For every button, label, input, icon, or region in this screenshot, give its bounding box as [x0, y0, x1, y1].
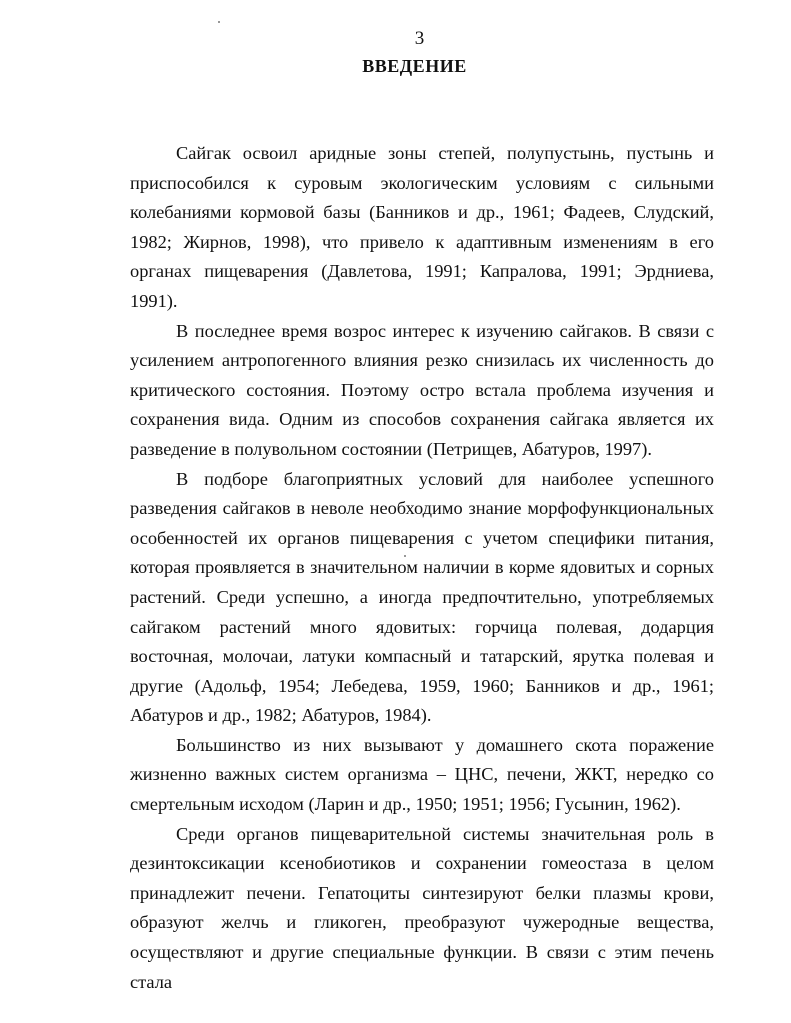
paragraph: В подборе благоприятных условий для наиболее успешного разведения сайгаков в неволе необходимо знание морфофункциональных особенностей их органов пищеварения с учетом специфики питания, которая проявляется в значительном наличии в корме ядовитых и сорных растений. Среди успешно, а иногда предпочтительно, употребляемых сайгаком растений много ядовитых: горчица полевая, додарция восточная, молочаи, латуки компасный и татарский, ярутка полевая и другие (Адольф, 1954; Лебедева, 1959, 1960; Банников и др., 1961; Абатуров и др., 1982; Абатуров, 1984).	[130, 468, 714, 726]
page-number: 3	[414, 28, 425, 49]
paragraph: Среди органов пищеварительной системы значительная роль в дезинтоксикации ксенобиотиков и сохранении гомеостаза в целом принадлежит печени. Гепатоциты синтезируют белки плазмы крови, образуют желчь и гликоген, преобразуют чужеродные вещества, осуществляют и другие специальные функции. В связи с этим печень стала	[130, 823, 714, 992]
paragraph: Большинство из них вызывают у домашнего скота поражение жизненно важных систем организма – ЦНС, печени, ЖКТ, нередко со смертельным исходом (Ларин и др., 1950; 1951; 1956; Гусынин, 1962).	[130, 734, 714, 815]
scan-speck	[218, 21, 220, 23]
document-body	[130, 139, 714, 997]
page-title: ВВЕДЕНИЕ	[362, 56, 467, 76]
paragraph: В последнее время возрос интерес к изучению сайгаков. В связи с усилением антропогенного влияния резко снизилась их численность до критического состояния. Поэтому остро встала проблема изучения и сохранения вида. Одним из способов сохранения сайгака является их разведение в полувольном состоянии (Петрищев, Абатуров, 1997).	[130, 320, 714, 459]
paragraph: Сайгак освоил аридные зоны степей, полупустынь, пустынь и приспособился к суровым экологическим условиям с сильными колебаниями кормовой базы (Банников и др., 1961; Фадеев, Слудский, 1982; Жирнов, 1998), что привело к адаптивным изменениям в его органах пищеварения (Давлетова, 1991; Капралова, 1991; Эрдниева, 1991).	[130, 143, 714, 311]
